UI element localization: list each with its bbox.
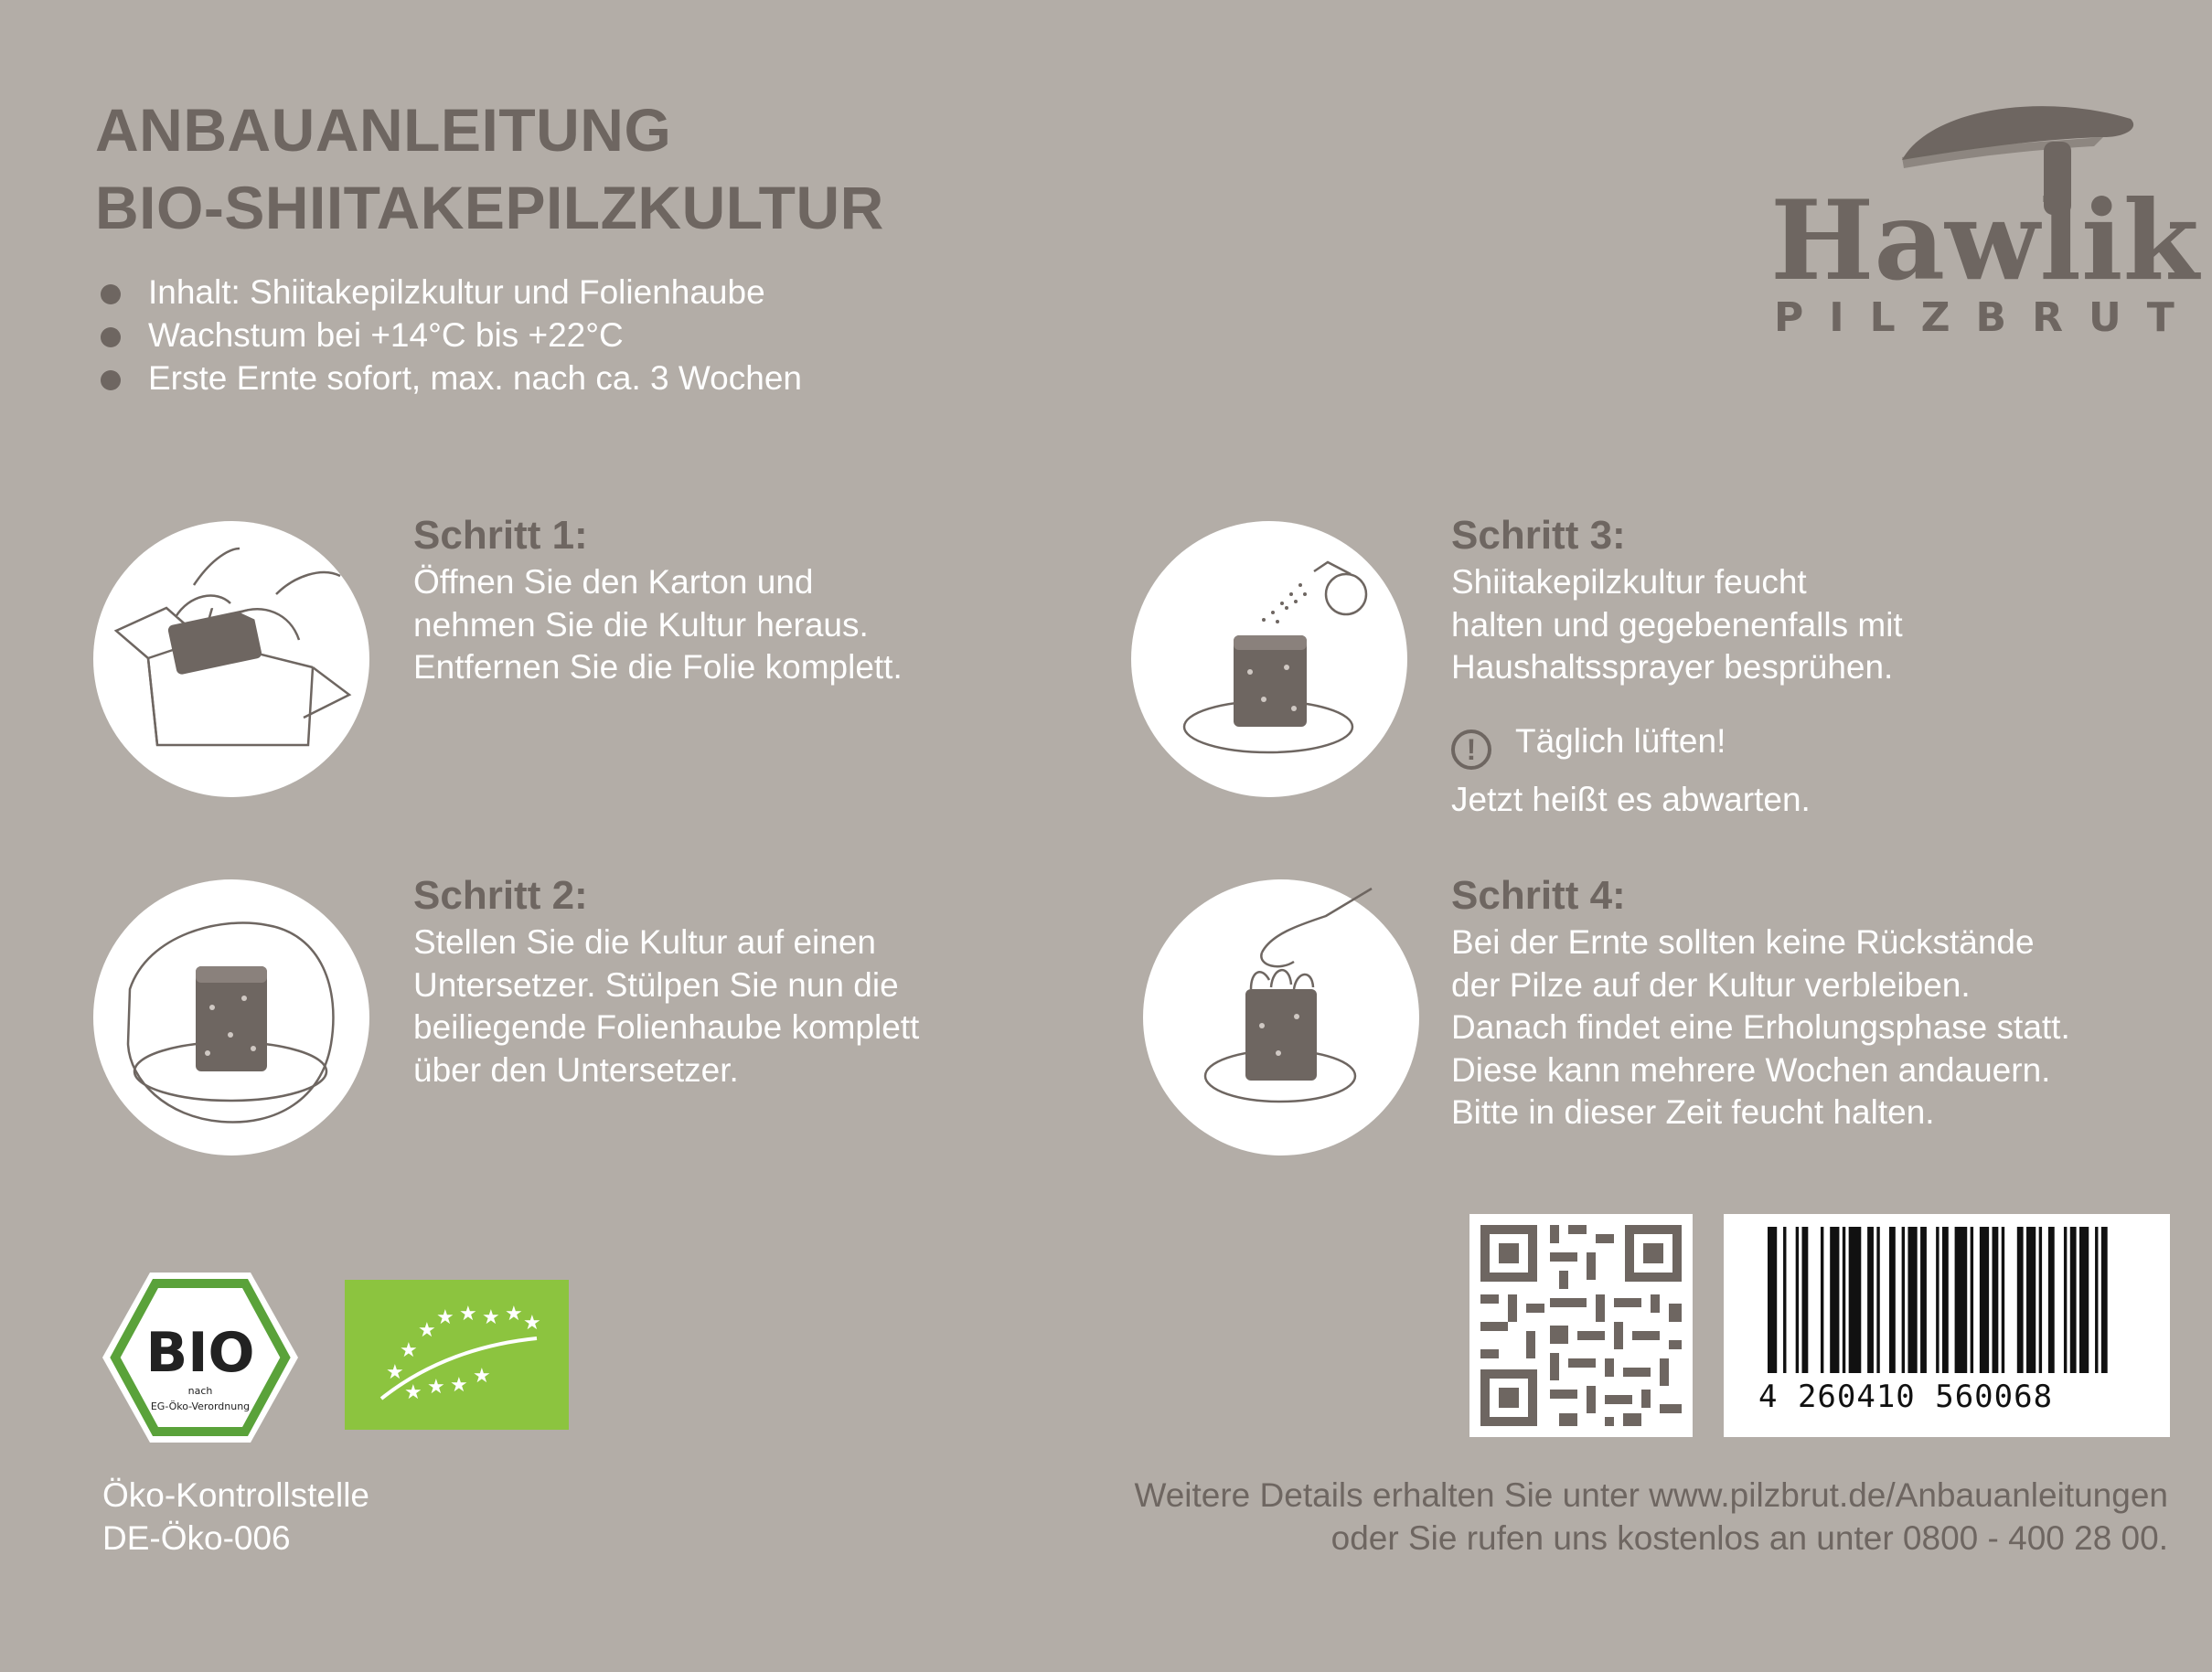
svg-text:PILZBRUT: PILZBRUT: [1774, 294, 2200, 341]
harvest-hand-icon: [1143, 879, 1419, 1155]
barcode: [1724, 1214, 2170, 1437]
barcode-bar: [2039, 1227, 2042, 1373]
barcode-bar: [1993, 1227, 1999, 1373]
title-line-1: ANBAUANLEITUNG: [95, 96, 672, 164]
step-1-heading: Schritt 1:: [413, 513, 588, 558]
svg-text:★: ★: [427, 1376, 445, 1399]
barcode-bar: [2026, 1227, 2036, 1373]
svg-text:★: ★: [459, 1303, 477, 1326]
svg-text:★: ★: [482, 1306, 500, 1329]
svg-text:★: ★: [418, 1319, 436, 1342]
barcode-bar: [1768, 1227, 1777, 1373]
control-body: Öko-Kontrollstelle DE-Öko-006: [102, 1476, 370, 1557]
warning-icon: !: [1451, 730, 1491, 770]
barcode-bar: [1867, 1227, 1874, 1373]
svg-text:nach: nach: [187, 1385, 213, 1397]
barcode-bar: [1971, 1227, 1973, 1373]
step-1-text: Öffnen Sie den Karton und nehmen Sie die Kultur heraus. Entfernen Sie die Folie komplett.: [413, 563, 903, 686]
step-1-illustration: [93, 521, 369, 797]
svg-text:★: ★: [404, 1381, 422, 1404]
barcode-bar: [1821, 1227, 1823, 1373]
bullet-icon: [101, 327, 121, 347]
barcode-bar: [1889, 1227, 1896, 1373]
bullet-icon: [101, 284, 121, 304]
svg-text:★: ★: [473, 1365, 491, 1388]
barcode-bar: [1796, 1227, 1799, 1373]
step-4-illustration: [1143, 879, 1419, 1155]
step-4-heading: Schritt 4:: [1451, 873, 1626, 918]
svg-text:EG-Öko-Verordnung: EG-Öko-Verordnung: [150, 1400, 251, 1412]
contact-info: Weitere Details erhalten Sie unter www.pilzbrut.de/Anbauanleitungen oder Sie rufen uns kostenlos an unter 0800 - 400 28 00.: [1134, 1476, 2168, 1557]
barcode-number: 4 260410 560068: [1758, 1379, 2054, 1415]
barcode-bar: [1876, 1227, 1879, 1373]
step-2-heading: Schritt 2:: [413, 873, 588, 918]
bullet-icon: [101, 370, 121, 390]
barcode-bar: [2070, 1227, 2077, 1373]
step-3-text: Shiitakepilzkultur feucht halten und gegebenenfalls mit Haushaltssprayer besprühen.: [1451, 563, 1903, 686]
bio-hexagon-icon: [101, 1271, 300, 1444]
barcode-bar: [1849, 1227, 1862, 1373]
barcode-bar: [2101, 1227, 2108, 1373]
svg-text:★: ★: [436, 1306, 454, 1329]
spray-bottle-icon: [1131, 521, 1407, 797]
mushroom-icon: [1765, 91, 2200, 341]
barcode-bar: [1802, 1227, 1809, 1373]
step-4-text: Bei der Ernte sollten keine Rückstände der Pilze auf der Kultur verbleiben. Danach findet eine Erholungsphase statt. Diese kann mehrere Wochen andauern. Bitte in dieser Zeit feucht halten.: [1451, 923, 2070, 1131]
list-item: Inhalt: Shiitakepilzkultur und Folienhaube: [95, 271, 802, 314]
svg-text:Hawlik: Hawlik: [1770, 176, 2199, 305]
info-list: [95, 271, 802, 399]
warning-note: ! Täglich lüften!: [1451, 720, 1726, 770]
barcode-bar: [2002, 1227, 2004, 1373]
step-2-illustration: [93, 879, 369, 1155]
svg-text:★: ★: [505, 1303, 523, 1326]
eu-leaf-icon: [345, 1280, 569, 1430]
svg-text:★: ★: [386, 1361, 404, 1384]
barcode-bar: [1942, 1227, 1949, 1373]
barcode-bar: [1830, 1227, 1839, 1373]
barcode-bar: [2079, 1227, 2089, 1373]
svg-text:★: ★: [400, 1339, 418, 1362]
barcode-bar: [1920, 1227, 1927, 1373]
hawlik-logo: [1765, 91, 2200, 341]
barcode-bar: [2017, 1227, 2024, 1373]
svg-text:★: ★: [450, 1374, 468, 1397]
list-item: Erste Ernte sofort, max. nach ca. 3 Wochen: [95, 357, 802, 399]
step-3-illustration: [1131, 521, 1407, 797]
barcode-bar: [1783, 1227, 1786, 1373]
wait-note: Jetzt heißt es abwarten.: [1451, 781, 1811, 818]
barcode-bar: [2064, 1227, 2067, 1373]
svg-text:BIO: BIO: [145, 1321, 255, 1385]
eu-organic-logo: [345, 1280, 569, 1430]
qr-code-icon: [1469, 1214, 1693, 1437]
barcode-bar: [1980, 1227, 1989, 1373]
barcode-bar: [1907, 1227, 1917, 1373]
qr-code[interactable]: [1469, 1214, 1693, 1437]
box-hands-icon: [93, 521, 369, 797]
list-item: Wachstum bei +14°C bis +22°C: [95, 314, 802, 357]
barcode-bar: [1955, 1227, 1968, 1373]
barcode-bar: [1936, 1227, 1939, 1373]
page-title: [95, 91, 884, 247]
step-2-text: Stellen Sie die Kultur auf einen Untersetzer. Stülpen Sie nun die beiliegende Folienhaube komplett über den Untersetzer.: [413, 923, 920, 1089]
barcode-bar: [1843, 1227, 1845, 1373]
step-3-heading: Schritt 3:: [1451, 513, 1626, 558]
bio-seal: [101, 1271, 300, 1444]
culture-cover-icon: [93, 879, 369, 1155]
barcode-bar: [2048, 1227, 2055, 1373]
svg-text:★: ★: [523, 1312, 541, 1335]
title-line-2: BIO-SHIITAKEPILZKULTUR: [95, 174, 884, 241]
barcode-bar: [1902, 1227, 1905, 1373]
barcode-bar: [2095, 1227, 2098, 1373]
